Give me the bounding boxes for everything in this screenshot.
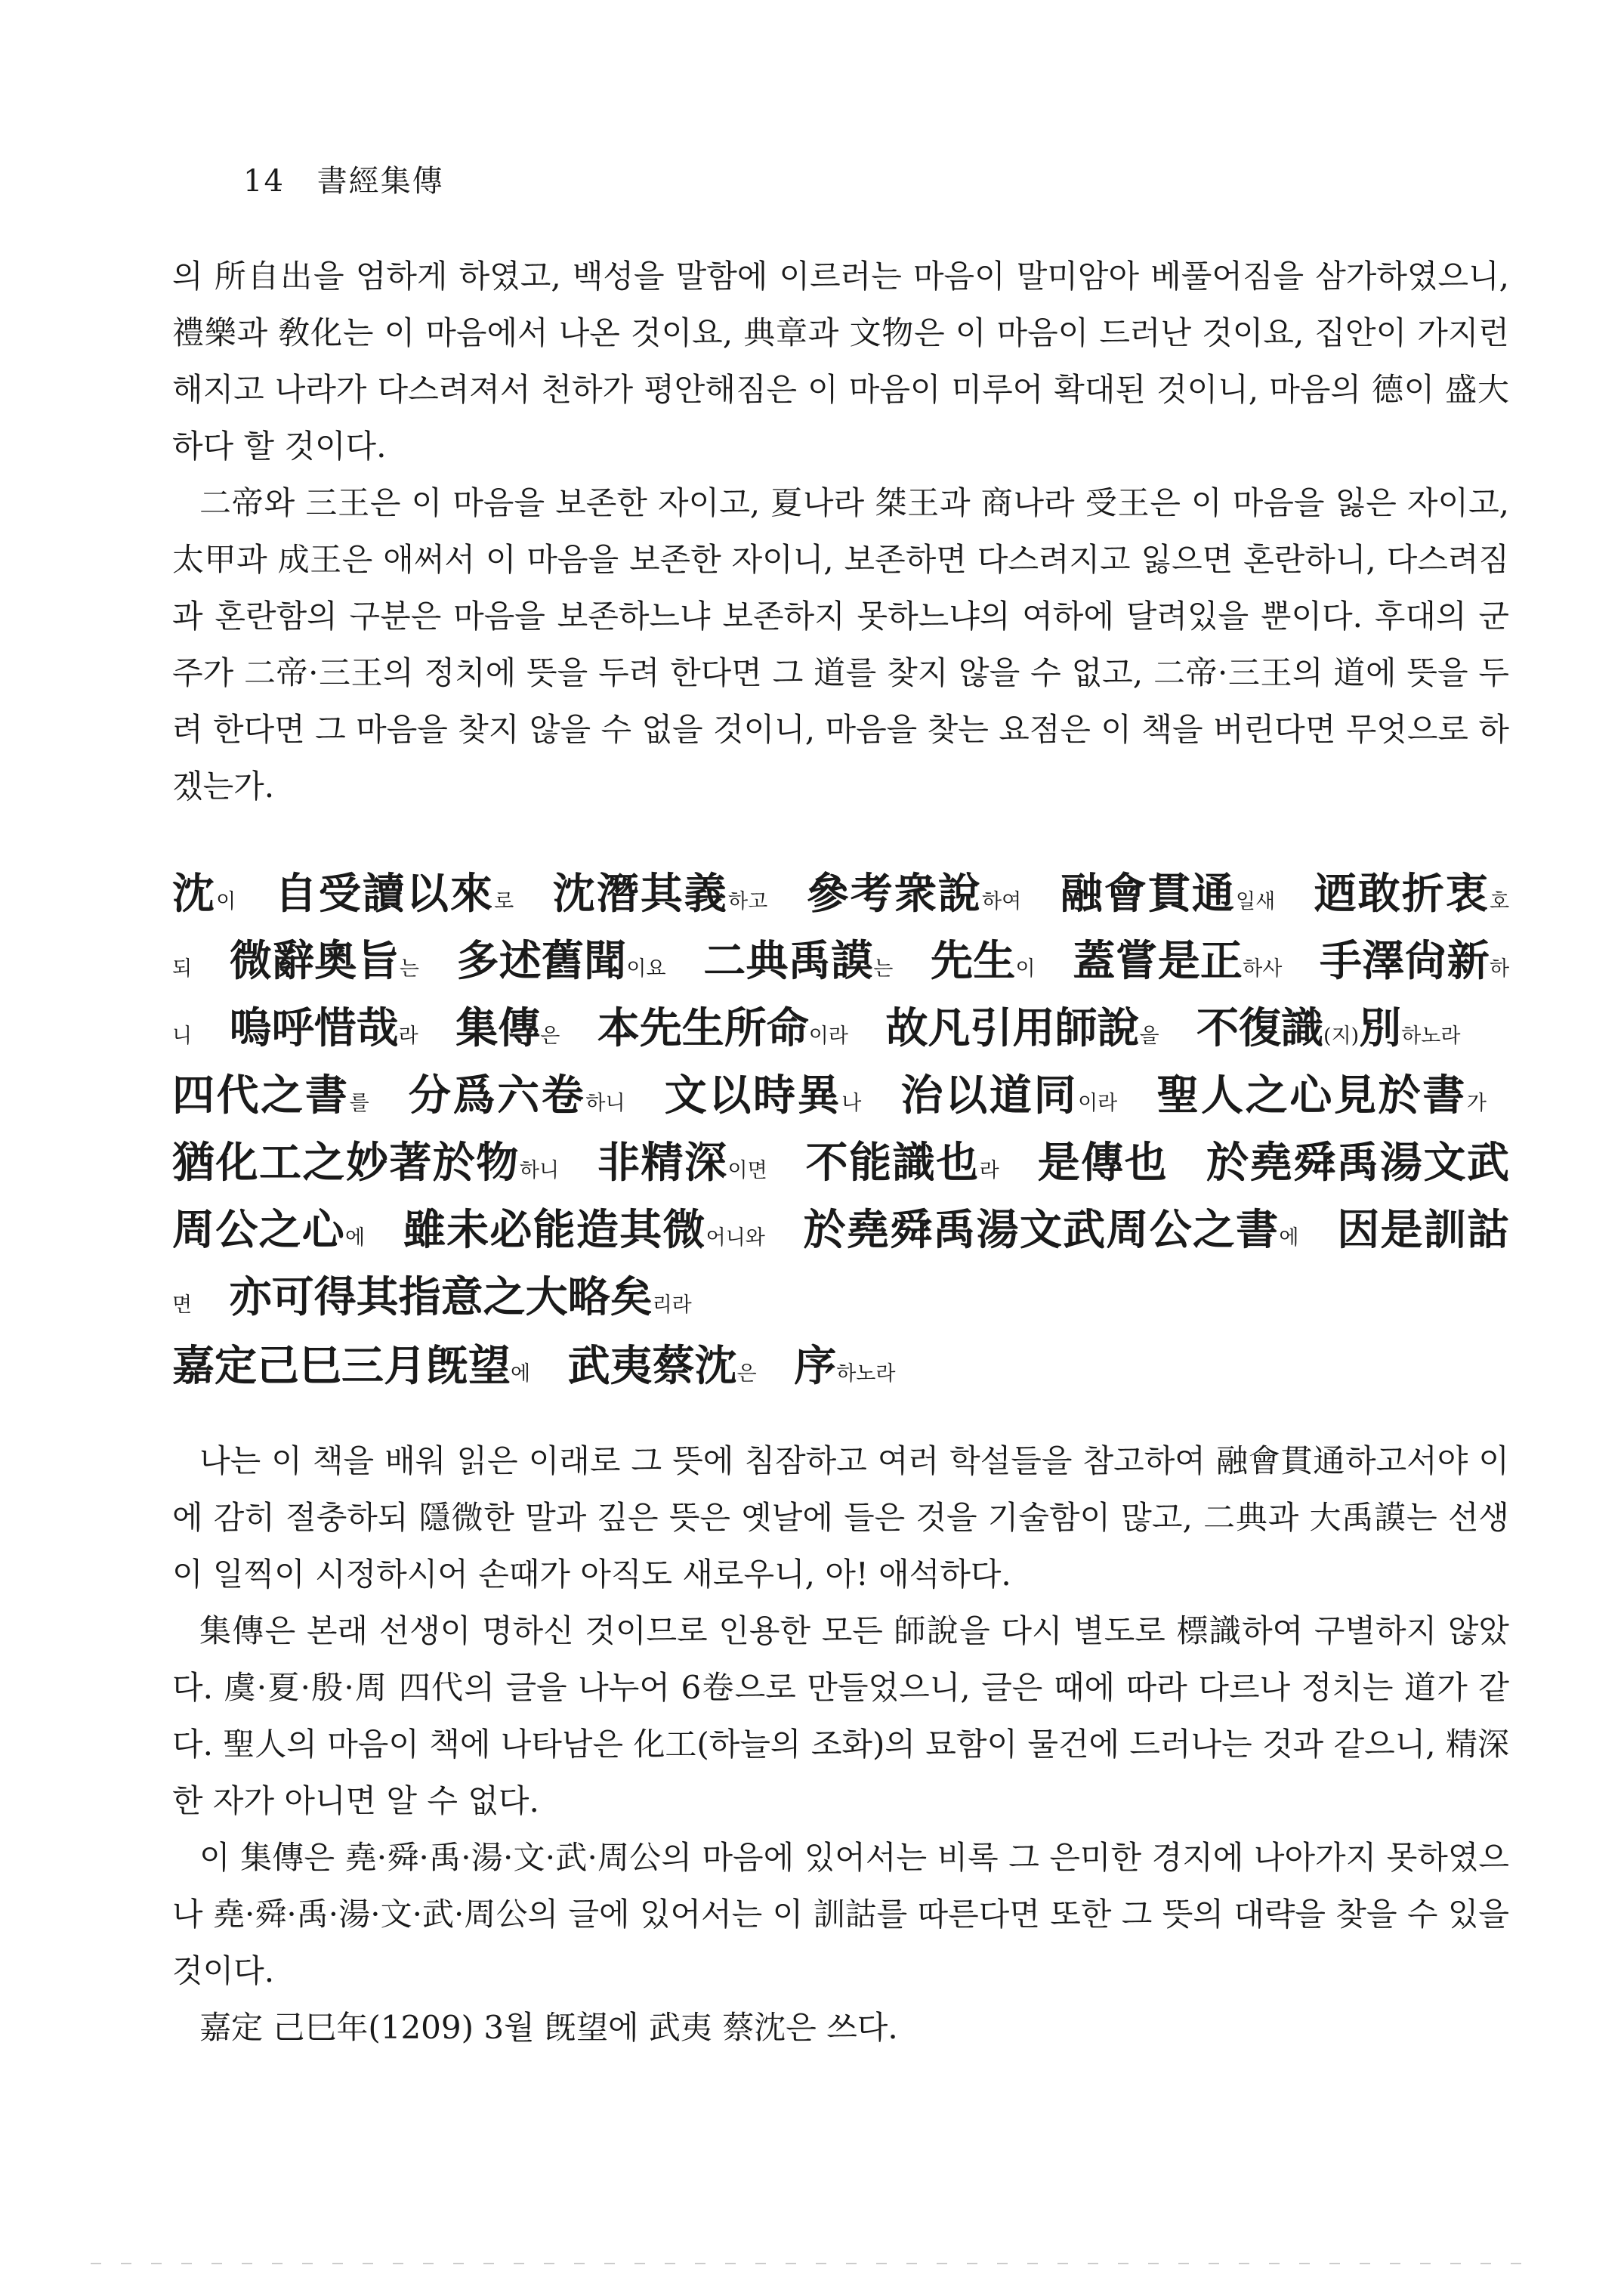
classical-phrase: 不復識 bbox=[1196, 1003, 1324, 1053]
classical-phrase: 參考衆說 bbox=[806, 869, 982, 919]
reading-particle: 면 bbox=[172, 1293, 193, 1317]
reading-particle: 을 bbox=[1139, 1024, 1159, 1048]
reading-particle: 일새 bbox=[1235, 890, 1276, 913]
reading-particle: 는 bbox=[399, 957, 419, 981]
classical-phrase: 治以道同 bbox=[900, 1071, 1079, 1120]
reading-particle: 하여 bbox=[981, 890, 1022, 913]
classical-phrase: 文以時異 bbox=[664, 1071, 842, 1120]
scan-artifact-line bbox=[91, 2263, 1526, 2264]
reading-particle: 하니 bbox=[519, 1159, 560, 1182]
reading-particle: 에 bbox=[511, 1362, 531, 1386]
classical-phrase: 嘉定己巳三月旣望 bbox=[172, 1341, 511, 1391]
reading-particle: 는 bbox=[873, 957, 894, 981]
reading-particle: 라 bbox=[979, 1159, 999, 1182]
classical-phrase: 分爲六卷 bbox=[408, 1071, 586, 1120]
classical-phrase: 集傳 bbox=[455, 1003, 541, 1053]
classical-phrase: 武夷蔡沈 bbox=[567, 1341, 737, 1391]
classical-phrase: 故凡引用師說 bbox=[885, 1003, 1140, 1053]
reading-particle: 리라 bbox=[652, 1293, 692, 1317]
reading-particle: 라 bbox=[398, 1024, 418, 1048]
classical-phrase: 於堯舜禹湯文武周公之心 bbox=[172, 1138, 1509, 1255]
classical-phrase: 不能識也 bbox=[805, 1138, 980, 1188]
classical-phrase: 沈潛其義 bbox=[552, 869, 728, 919]
reading-particle: 이 bbox=[216, 890, 236, 913]
classical-phrase: 於堯舜禹湯文武周公之書 bbox=[803, 1205, 1280, 1255]
classical-phrase: 手澤尙新 bbox=[1320, 936, 1490, 986]
classical-phrase: 因是訓詁 bbox=[1337, 1205, 1510, 1255]
classical-phrase: 猶化工之妙著於物 bbox=[172, 1138, 520, 1188]
page-number: 14 bbox=[243, 164, 285, 199]
classical-phrase: 自受讀以來 bbox=[274, 869, 495, 919]
classical-phrase: 融會貫通 bbox=[1060, 869, 1236, 919]
original-paragraph bbox=[172, 1066, 1509, 1335]
reading-particle: 나 bbox=[841, 1092, 862, 1115]
classical-phrase: 二典禹謨 bbox=[703, 936, 874, 986]
translation-paragraph: 나는 이 책을 배워 읽은 이래로 그 뜻에 침잠하고 여러 학설들을 참고하여 融會貫通하고서야 이에 감히 절충하되 隱微한 말과 깊은 뜻은 옛날에 들은 것을 기술함이 많고, 二典과 大禹謨는 선생이 일찍이 시정하시어 손때가 아직도 새로우니, 아! 애석하다. bbox=[172, 1442, 1509, 1593]
classical-phrase: 多述舊聞 bbox=[456, 936, 627, 986]
translation-block-2 bbox=[172, 1432, 1509, 2056]
reading-particle: 이요 bbox=[626, 957, 666, 981]
reading-particle: 를 bbox=[349, 1092, 369, 1115]
classical-phrase: 是傳也 bbox=[1037, 1138, 1169, 1188]
classical-phrase: 微辭奧旨 bbox=[229, 936, 400, 986]
reading-particle: 이라 bbox=[1078, 1092, 1118, 1115]
reading-particle: 이 bbox=[1015, 957, 1036, 981]
reading-particle: 호되 bbox=[172, 890, 1510, 981]
reading-particle: 에 bbox=[1279, 1226, 1299, 1250]
classical-phrase: 先生 bbox=[931, 936, 1016, 986]
original-paragraph bbox=[172, 864, 1509, 1066]
original-text-block bbox=[172, 864, 1509, 1404]
classical-phrase: 蓋嘗是正 bbox=[1073, 936, 1243, 986]
reading-particle: 하니 bbox=[172, 957, 1510, 1048]
reading-particle: 하노라 bbox=[836, 1362, 896, 1386]
pronunciation-note: (지) bbox=[1323, 1024, 1360, 1048]
reading-particle: 하니 bbox=[585, 1092, 625, 1115]
running-header bbox=[243, 157, 444, 200]
reading-particle: 하고 bbox=[727, 890, 768, 913]
reading-particle: 어니와 bbox=[705, 1226, 765, 1250]
classical-phrase: 聖人之心見於書 bbox=[1156, 1071, 1467, 1120]
classical-phrase: 沈 bbox=[172, 869, 217, 919]
translation-paragraph: 의 所自出을 엄하게 하였고, 백성을 말함에 이르러는 마음이 말미암아 베풀어짐을 삼가하였으니, 禮樂과 敎化는 이 마음에서 나온 것이요, 典章과 文物은 이 마음이 드러난 것이요, 집안이 가지런해지고 나라가 다스려져서 천하가 평안해짐은 이 마음이 미루어 확대된 것이니, 마음의 德이 盛大하다 할 것이다. bbox=[172, 258, 1509, 465]
book-title: 書經集傳 bbox=[316, 164, 444, 199]
reading-particle: 로 bbox=[494, 890, 514, 913]
reading-particle: 이라 bbox=[808, 1024, 848, 1048]
original-date-line bbox=[172, 1337, 1509, 1404]
translation-paragraph: 二帝와 三王은 이 마음을 보존한 자이고, 夏나라 桀王과 商나라 受王은 이 마음을 잃은 자이고, 太甲과 成王은 애써서 이 마음을 보존한 자이니, 보존하면 다스려지고 잃으면 혼란하니, 다스려짐과 혼란함의 구분은 마음을 보존하느냐 보존하지 못하느냐의 여하에 달려있을 뿐이다. 후대의 군주가 二帝·三王의 정치에 뜻을 두려 한다면 그 道를 찾지 않을 수 없고, 二帝·三王의 道에 뜻을 두려 한다면 그 마음을 찾지 않을 수 없을 것이니, 마음을 찾는 요점은 이 책을 버린다면 무엇으로 하겠는가. bbox=[172, 484, 1509, 805]
reading-particle: 은 bbox=[540, 1024, 560, 1048]
classical-phrase: 本先生所命 bbox=[597, 1003, 809, 1053]
classical-phrase: 迺敢折衷 bbox=[1314, 869, 1490, 919]
classical-phrase: 序 bbox=[794, 1341, 837, 1391]
classical-phrase: 雖未必能造其微 bbox=[403, 1205, 706, 1255]
reading-particle: 이면 bbox=[727, 1159, 767, 1182]
translation-paragraph: 集傳은 본래 선생이 명하신 것이므로 인용한 모든 師說을 다시 별도로 標識하여 구별하지 않았다. 虞·夏·殷·周 四代의 글을 나누어 6卷으로 만들었으니, 글은 때에 따라 다르나 정치는 道가 같다. 聖人의 마음이 책에 나타남은 化工(하늘의 조화)의 묘함이 물건에 드러나는 것과 같으니, 精深한 자가 아니면 알 수 없다. bbox=[172, 1612, 1509, 1819]
classical-phrase: 嗚呼惜哉 bbox=[229, 1003, 399, 1053]
reading-particle: 에 bbox=[345, 1226, 366, 1250]
translation-block-1 bbox=[172, 248, 1509, 814]
reading-particle: 하사 bbox=[1243, 957, 1283, 981]
reading-particle: 가 bbox=[1466, 1092, 1487, 1115]
classical-phrase: 四代之書 bbox=[172, 1071, 350, 1120]
reading-particle: 은 bbox=[736, 1362, 757, 1386]
reading-particle: 하노라 bbox=[1401, 1024, 1461, 1048]
classical-phrase: 非精深 bbox=[597, 1138, 728, 1188]
translation-paragraph: 嘉定 己巳年(1209) 3월 旣望에 武夷 蔡沈은 쓰다. bbox=[199, 2009, 898, 2046]
classical-phrase: 亦可得其指意之大略矣 bbox=[229, 1272, 653, 1322]
translation-paragraph: 이 集傳은 堯·舜·禹·湯·文·武·周公의 마음에 있어서는 비록 그 은미한 경지에 나아가지 못하였으나 堯·舜·禹·湯·文·武·周公의 글에 있어서는 이 訓詁를 따른다면 또한 그 뜻의 대략을 찾을 수 있을 것이다. bbox=[172, 1839, 1509, 1989]
classical-phrase: 別 bbox=[1359, 1003, 1402, 1053]
